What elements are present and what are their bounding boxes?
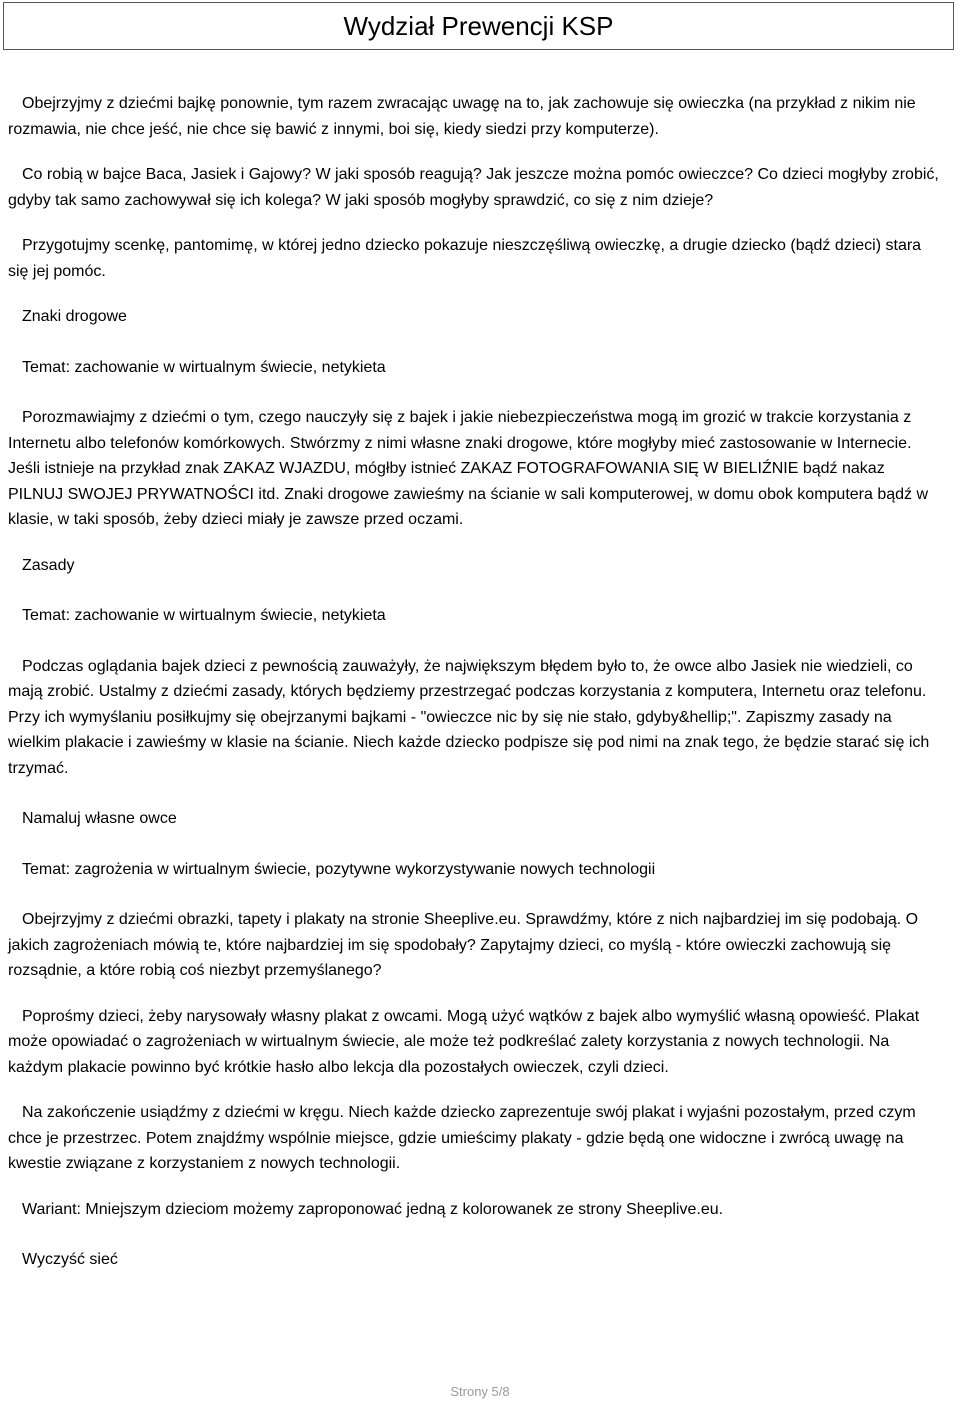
paragraph: Obejrzyjmy z dziećmi obrazki, tapety i plakaty na stronie Sheeplive.eu. Sprawdźmy, które z nich najbardziej im się podobają. O jakich zagrożeniach mówią te, które najbardziej im się spodobały? Zapytajmy dzieci, co myślą - które owieczki zachowują się rozsądnie, a które robią coś niezbyt przemyślanego? xyxy=(8,911,919,979)
paragraph: Co robią w bajce Baca, Jasiek i Gajowy? W jaki sposób reagują? Jak jeszcze można pomóc owieczce? Co dzieci mogłyby zrobić, gdyby tak samo zachowywał się ich kolega? W jaki sposób mogłyby sprawdzić, co się z nim dzieje? xyxy=(8,166,939,209)
section-heading: Wyczyść sieć xyxy=(22,1251,118,1268)
topic-line: Temat: zagrożenia w wirtualnym świecie, pozytywne wykorzystywanie nowych technologii xyxy=(22,860,656,878)
paragraph: Podczas oglądania bajek dzieci z pewnością zauważyły, że największym błędem było to, że owce albo Jasiek nie wiedzieli, co mają zrobić. Ustalmy z dziećmi zasady, których będziemy przestrzegać podczas korzystania z komputera, Internetu oraz telefonu. Przy ich wymyślaniu posiłkujmy się obejrzanymi bajkami - "owieczce nic by się nie stało, gdyby&hellip;". Zapiszmy zasady na wielkim plakacie i zawieśmy w klasie na ścianie. Niech każde dziecko podpisze się pod nimi na znak tego, że będzie starać się ich trzymać. xyxy=(8,657,930,777)
section-heading: Znaki drogowe xyxy=(22,308,127,325)
section-heading: Namaluj własne owce xyxy=(22,810,177,827)
paragraph: Na zakończenie usiądźmy z dziećmi w kręgu. Niech każde dziecko zaprezentuje swój plakat i wyjaśni pozostałym, przed czym chce je przestrzec. Potem znajdźmy wspólnie miejsce, gdzie umieścimy plakaty - gdzie będą one widoczne i zwrócą uwagę na kwestie związane z korzystaniem z nowych technologii. xyxy=(8,1104,916,1172)
topic-line: Temat: zachowanie w wirtualnym świecie, netykieta xyxy=(22,607,386,624)
paragraph: Porozmawiajmy z dziećmi o tym, czego nauczyły się z bajek i jakie niebezpieczeństwa mogą im grozić w trakcie korzystania z Internetu albo telefonów komórkowych. Stwórzmy z nimi własne znaki drogowe, które mogłyby mieć zastosowanie w Internecie. Jeśli istnieje na przykład znak ZAKAZ WJAZDU, mógłby istnieć ZAKAZ FOTOGRAFOWANIA SIĘ W BIELIŹNIE bądź nakaz PILNUJ SWOJEJ PRYWATNOŚCI itd. Znaki drogowe zawieśmy na ścianie w sali komputerowej, w domu obok komputera bądź w klasie, w taki sposób, żeby dzieci miały je zawsze przed oczami. xyxy=(8,409,929,528)
paragraph: Poprośmy dzieci, żeby narysowały własny plakat z owcami. Mogą użyć wątków z bajek albo wymyślić własną opowieść. Plakat może opowiadać o zagrożeniach w wirtualnym świecie, ale może też podkreślać zalety korzystania z nowych technologii. Na każdym plakacie powinno być krótkie hasło albo lekcja dla pozostałych owieczek, czyli dzieci. xyxy=(8,1007,920,1076)
paragraph: Wariant: Mniejszym dzieciom możemy zaproponować jedną z kolorowanek ze strony Sheeplive.eu. xyxy=(22,1200,724,1218)
page-number: Strony 5/8 xyxy=(450,1384,510,1399)
document-body xyxy=(8,91,942,1273)
topic-line: Temat: zachowanie w wirtualnym świecie, netykieta xyxy=(22,358,386,376)
page-title: Wydział Prewencji KSP xyxy=(343,11,614,41)
paragraph: Przygotujmy scenkę, pantomimę, w której jedno dziecko pokazuje nieszczęśliwą owieczkę, a drugie dziecko (bądź dzieci) stara się jej pomóc. xyxy=(8,237,922,280)
section-heading: Zasady xyxy=(22,556,75,574)
page-header xyxy=(3,2,954,50)
paragraph: Obejrzyjmy z dziećmi bajkę ponownie, tym razem zwracając uwagę na to, jak zachowuje się owieczka (na przykład z nikim nie rozmawia, nie chce jeść, nie chce się bawić z innymi, boi się, kiedy siedzi przy komputerze). xyxy=(8,95,916,138)
